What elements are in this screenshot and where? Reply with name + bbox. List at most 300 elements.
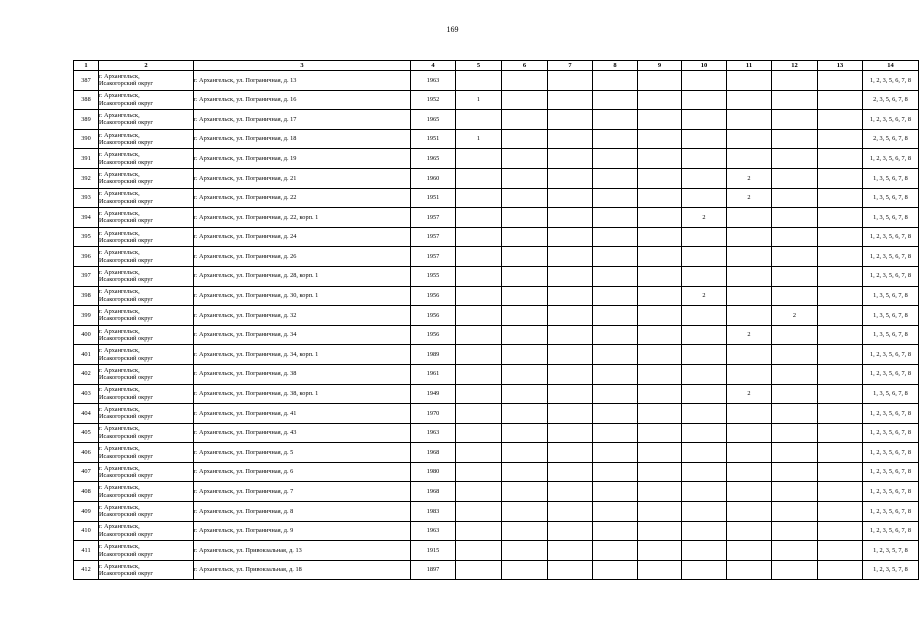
col12-cell bbox=[772, 364, 818, 384]
col8-cell bbox=[593, 364, 638, 384]
district-cell bbox=[99, 502, 194, 522]
column-header: 5 bbox=[456, 61, 502, 71]
col11-cell bbox=[727, 345, 772, 365]
row-number: 393 bbox=[74, 188, 99, 208]
row-number: 408 bbox=[74, 482, 99, 502]
page-number: 169 bbox=[446, 25, 459, 34]
col6-cell bbox=[502, 482, 548, 502]
col9-cell bbox=[638, 247, 682, 267]
col10-cell bbox=[682, 345, 727, 365]
col5-cell bbox=[456, 149, 502, 169]
col11-cell bbox=[727, 423, 772, 443]
column-header: 7 bbox=[548, 61, 593, 71]
col8-cell bbox=[593, 286, 638, 306]
col13-cell bbox=[818, 364, 863, 384]
address-cell: г. Архангельск, ул. Привокзальная, д. 13 bbox=[194, 541, 411, 561]
address-cell: г. Архангельск, ул. Пограничная, д. 21 bbox=[194, 168, 411, 188]
col9-cell bbox=[638, 462, 682, 482]
col9-cell bbox=[638, 482, 682, 502]
col11-cell bbox=[727, 208, 772, 228]
district-okrug: Исакогорский округ bbox=[99, 393, 153, 401]
row-number: 387 bbox=[74, 71, 99, 91]
row-number: 407 bbox=[74, 462, 99, 482]
row-number: 395 bbox=[74, 227, 99, 247]
codes-cell: 1, 2, 3, 5, 6, 7, 8 bbox=[863, 462, 919, 482]
col12-cell bbox=[772, 286, 818, 306]
col5-cell bbox=[456, 560, 502, 580]
col7-cell bbox=[548, 286, 593, 306]
col6-cell bbox=[502, 384, 548, 404]
column-header: 8 bbox=[593, 61, 638, 71]
row-number: 400 bbox=[74, 325, 99, 345]
codes-cell: 1, 2, 3, 5, 6, 7, 8 bbox=[863, 423, 919, 443]
col5-cell bbox=[456, 168, 502, 188]
col8-cell bbox=[593, 462, 638, 482]
col12-cell bbox=[772, 345, 818, 365]
row-number: 392 bbox=[74, 168, 99, 188]
col9-cell bbox=[638, 71, 682, 91]
address-cell: г. Архангельск, ул. Пограничная, д. 41 bbox=[194, 404, 411, 424]
col13-cell bbox=[818, 423, 863, 443]
row-number: 404 bbox=[74, 404, 99, 424]
address-cell: г. Архангельск, ул. Пограничная, д. 6 bbox=[194, 462, 411, 482]
col9-cell bbox=[638, 384, 682, 404]
district-okrug: Исакогорский округ bbox=[99, 80, 153, 88]
address-cell: г. Архангельск, ул. Пограничная, д. 38 bbox=[194, 364, 411, 384]
district-okrug: Исакогорский округ bbox=[99, 530, 153, 538]
district-city: г. Архангельск, bbox=[99, 327, 140, 335]
col5-cell bbox=[456, 306, 502, 326]
address-cell: г. Архангельск, ул. Пограничная, д. 19 bbox=[194, 149, 411, 169]
col8-cell bbox=[593, 502, 638, 522]
col10-cell bbox=[682, 502, 727, 522]
district-city: г. Архангельск, bbox=[99, 562, 140, 570]
col10-cell bbox=[682, 482, 727, 502]
row-number: 397 bbox=[74, 266, 99, 286]
col6-cell bbox=[502, 345, 548, 365]
district-city: г. Архангельск, bbox=[99, 366, 140, 374]
col8-cell bbox=[593, 71, 638, 91]
col7-cell bbox=[548, 521, 593, 541]
col13-cell bbox=[818, 286, 863, 306]
col10-cell bbox=[682, 149, 727, 169]
district-cell bbox=[99, 482, 194, 502]
table-body bbox=[74, 71, 919, 580]
col10-cell bbox=[682, 462, 727, 482]
row-number: 388 bbox=[74, 90, 99, 110]
col8-cell bbox=[593, 247, 638, 267]
district-okrug: Исакогорский округ bbox=[99, 217, 153, 225]
col6-cell bbox=[502, 90, 548, 110]
col9-cell bbox=[638, 110, 682, 130]
col8-cell bbox=[593, 168, 638, 188]
col12-cell bbox=[772, 521, 818, 541]
col9-cell bbox=[638, 129, 682, 149]
table-row bbox=[74, 227, 919, 247]
year-cell: 1915 bbox=[411, 541, 456, 561]
year-cell: 1970 bbox=[411, 404, 456, 424]
year-cell: 1897 bbox=[411, 560, 456, 580]
district-okrug: Исакогорский округ bbox=[99, 295, 153, 303]
district-cell bbox=[99, 306, 194, 326]
row-number: 403 bbox=[74, 384, 99, 404]
col5-cell bbox=[456, 208, 502, 228]
col8-cell bbox=[593, 560, 638, 580]
year-cell: 1949 bbox=[411, 384, 456, 404]
col11-cell bbox=[727, 306, 772, 326]
district-cell bbox=[99, 541, 194, 561]
col8-cell bbox=[593, 90, 638, 110]
table-row bbox=[74, 247, 919, 267]
codes-cell: 1, 2, 3, 5, 6, 7, 8 bbox=[863, 443, 919, 463]
district-cell bbox=[99, 71, 194, 91]
district-cell bbox=[99, 521, 194, 541]
district-city: г. Архангельск, bbox=[99, 405, 140, 413]
col8-cell bbox=[593, 482, 638, 502]
col6-cell bbox=[502, 306, 548, 326]
district-city: г. Архангельск, bbox=[99, 307, 140, 315]
row-number: 391 bbox=[74, 149, 99, 169]
district-city: г. Архангельск, bbox=[99, 209, 140, 217]
col8-cell bbox=[593, 423, 638, 443]
table-row bbox=[74, 423, 919, 443]
district-okrug: Исакогорский округ bbox=[99, 276, 153, 284]
col11-cell: 2 bbox=[727, 188, 772, 208]
table-row bbox=[74, 188, 919, 208]
col9-cell bbox=[638, 188, 682, 208]
column-header: 9 bbox=[638, 61, 682, 71]
col12-cell bbox=[772, 110, 818, 130]
district-city: г. Архангельск, bbox=[99, 72, 140, 80]
col9-cell bbox=[638, 541, 682, 561]
col12-cell bbox=[772, 208, 818, 228]
col6-cell bbox=[502, 149, 548, 169]
col13-cell bbox=[818, 462, 863, 482]
row-number: 389 bbox=[74, 110, 99, 130]
col11-cell bbox=[727, 71, 772, 91]
row-number: 410 bbox=[74, 521, 99, 541]
col11-cell bbox=[727, 110, 772, 130]
column-header: 14 bbox=[863, 61, 919, 71]
col7-cell bbox=[548, 384, 593, 404]
col9-cell bbox=[638, 325, 682, 345]
row-number: 402 bbox=[74, 364, 99, 384]
col8-cell bbox=[593, 227, 638, 247]
district-okrug: Исакогорский округ bbox=[99, 315, 153, 323]
codes-cell: 1, 2, 3, 5, 6, 7, 8 bbox=[863, 71, 919, 91]
year-cell: 1980 bbox=[411, 462, 456, 482]
district-cell bbox=[99, 384, 194, 404]
year-cell: 1956 bbox=[411, 286, 456, 306]
codes-cell: 1, 3, 5, 6, 7, 8 bbox=[863, 306, 919, 326]
col7-cell bbox=[548, 462, 593, 482]
col8-cell bbox=[593, 266, 638, 286]
codes-cell: 1, 2, 3, 5, 7, 8 bbox=[863, 541, 919, 561]
col7-cell bbox=[548, 482, 593, 502]
district-cell bbox=[99, 227, 194, 247]
col10-cell bbox=[682, 90, 727, 110]
col12-cell bbox=[772, 541, 818, 561]
address-cell: г. Архангельск, ул. Пограничная, д. 38, корп. 1 bbox=[194, 384, 411, 404]
col12-cell bbox=[772, 71, 818, 91]
col12-cell bbox=[772, 90, 818, 110]
col6-cell bbox=[502, 404, 548, 424]
table-row bbox=[74, 384, 919, 404]
col13-cell bbox=[818, 129, 863, 149]
col8-cell bbox=[593, 443, 638, 463]
col10-cell bbox=[682, 541, 727, 561]
row-number: 409 bbox=[74, 502, 99, 522]
col9-cell bbox=[638, 266, 682, 286]
col6-cell bbox=[502, 325, 548, 345]
col13-cell bbox=[818, 521, 863, 541]
table-row bbox=[74, 502, 919, 522]
col8-cell bbox=[593, 110, 638, 130]
address-cell: г. Архангельск, ул. Пограничная, д. 24 bbox=[194, 227, 411, 247]
col12-cell bbox=[772, 482, 818, 502]
col5-cell: 1 bbox=[456, 90, 502, 110]
col10-cell bbox=[682, 384, 727, 404]
address-cell: г. Архангельск, ул. Пограничная, д. 17 bbox=[194, 110, 411, 130]
year-cell: 1951 bbox=[411, 188, 456, 208]
district-cell bbox=[99, 364, 194, 384]
district-okrug: Исакогорский округ bbox=[99, 178, 153, 186]
address-cell: г. Архангельск, ул. Пограничная, д. 26 bbox=[194, 247, 411, 267]
col9-cell bbox=[638, 168, 682, 188]
col11-cell bbox=[727, 266, 772, 286]
table-row bbox=[74, 110, 919, 130]
col11-cell bbox=[727, 560, 772, 580]
year-cell: 1968 bbox=[411, 482, 456, 502]
table-row bbox=[74, 286, 919, 306]
col7-cell bbox=[548, 325, 593, 345]
codes-cell: 1, 2, 3, 5, 6, 7, 8 bbox=[863, 227, 919, 247]
col5-cell bbox=[456, 423, 502, 443]
col6-cell bbox=[502, 168, 548, 188]
table-row bbox=[74, 521, 919, 541]
col10-cell bbox=[682, 325, 727, 345]
col5-cell bbox=[456, 384, 502, 404]
year-cell: 1968 bbox=[411, 443, 456, 463]
col13-cell bbox=[818, 188, 863, 208]
col11-cell bbox=[727, 149, 772, 169]
row-number: 394 bbox=[74, 208, 99, 228]
col7-cell bbox=[548, 345, 593, 365]
district-city: г. Архангельск, bbox=[99, 268, 140, 276]
codes-cell: 1, 2, 3, 5, 6, 7, 8 bbox=[863, 110, 919, 130]
col12-cell bbox=[772, 404, 818, 424]
year-cell: 1983 bbox=[411, 502, 456, 522]
district-city: г. Архангельск, bbox=[99, 484, 140, 492]
col9-cell bbox=[638, 423, 682, 443]
district-city: г. Архангельск, bbox=[99, 190, 140, 198]
district-cell bbox=[99, 345, 194, 365]
col5-cell bbox=[456, 541, 502, 561]
column-header: 4 bbox=[411, 61, 456, 71]
codes-cell: 1, 3, 5, 6, 7, 8 bbox=[863, 286, 919, 306]
year-cell: 1961 bbox=[411, 364, 456, 384]
year-cell: 1957 bbox=[411, 208, 456, 228]
col10-cell bbox=[682, 423, 727, 443]
col12-cell bbox=[772, 266, 818, 286]
district-cell bbox=[99, 423, 194, 443]
row-number: 405 bbox=[74, 423, 99, 443]
col6-cell bbox=[502, 227, 548, 247]
col8-cell bbox=[593, 521, 638, 541]
address-cell: г. Архангельск, ул. Пограничная, д. 34 bbox=[194, 325, 411, 345]
col8-cell bbox=[593, 188, 638, 208]
col9-cell bbox=[638, 443, 682, 463]
col7-cell bbox=[548, 149, 593, 169]
col10-cell bbox=[682, 110, 727, 130]
col7-cell bbox=[548, 541, 593, 561]
col11-cell bbox=[727, 443, 772, 463]
col7-cell bbox=[548, 71, 593, 91]
col13-cell bbox=[818, 541, 863, 561]
address-cell: г. Архангельск, ул. Пограничная, д. 30, корп. 1 bbox=[194, 286, 411, 306]
col8-cell bbox=[593, 384, 638, 404]
district-cell bbox=[99, 560, 194, 580]
col6-cell bbox=[502, 208, 548, 228]
year-cell: 1960 bbox=[411, 168, 456, 188]
col13-cell bbox=[818, 502, 863, 522]
col12-cell bbox=[772, 129, 818, 149]
col5-cell bbox=[456, 364, 502, 384]
district-cell bbox=[99, 110, 194, 130]
col12-cell bbox=[772, 247, 818, 267]
col9-cell bbox=[638, 345, 682, 365]
codes-cell: 1, 3, 5, 6, 7, 8 bbox=[863, 208, 919, 228]
codes-cell: 2, 3, 5, 6, 7, 8 bbox=[863, 129, 919, 149]
col12-cell bbox=[772, 502, 818, 522]
table-row bbox=[74, 129, 919, 149]
col6-cell bbox=[502, 129, 548, 149]
table-row bbox=[74, 71, 919, 91]
col13-cell bbox=[818, 404, 863, 424]
col13-cell bbox=[818, 443, 863, 463]
table-row bbox=[74, 149, 919, 169]
codes-cell: 1, 2, 3, 5, 6, 7, 8 bbox=[863, 502, 919, 522]
district-cell bbox=[99, 325, 194, 345]
col9-cell bbox=[638, 560, 682, 580]
year-cell: 1956 bbox=[411, 306, 456, 326]
col5-cell bbox=[456, 227, 502, 247]
table-row bbox=[74, 560, 919, 580]
codes-cell: 1, 2, 3, 5, 6, 7, 8 bbox=[863, 266, 919, 286]
codes-cell: 1, 3, 5, 6, 7, 8 bbox=[863, 325, 919, 345]
col13-cell bbox=[818, 560, 863, 580]
district-city: г. Архангельск, bbox=[99, 170, 140, 178]
table-row bbox=[74, 541, 919, 561]
row-number: 399 bbox=[74, 306, 99, 326]
col5-cell bbox=[456, 404, 502, 424]
col13-cell bbox=[818, 266, 863, 286]
housing-registry-table bbox=[73, 60, 919, 580]
col7-cell bbox=[548, 168, 593, 188]
address-cell: г. Архангельск, ул. Пограничная, д. 22, корп. 1 bbox=[194, 208, 411, 228]
col8-cell bbox=[593, 306, 638, 326]
col6-cell bbox=[502, 541, 548, 561]
table-row bbox=[74, 364, 919, 384]
district-okrug: Исакогорский округ bbox=[99, 354, 153, 362]
district-okrug: Исакогорский округ bbox=[99, 432, 153, 440]
col13-cell bbox=[818, 325, 863, 345]
table-row bbox=[74, 345, 919, 365]
col10-cell bbox=[682, 266, 727, 286]
col6-cell bbox=[502, 188, 548, 208]
col10-cell bbox=[682, 443, 727, 463]
col13-cell bbox=[818, 227, 863, 247]
col6-cell bbox=[502, 560, 548, 580]
col9-cell bbox=[638, 286, 682, 306]
district-city: г. Архангельск, bbox=[99, 249, 140, 257]
col13-cell bbox=[818, 384, 863, 404]
col11-cell bbox=[727, 541, 772, 561]
col7-cell bbox=[548, 247, 593, 267]
col10-cell bbox=[682, 560, 727, 580]
district-cell bbox=[99, 247, 194, 267]
year-cell: 1955 bbox=[411, 266, 456, 286]
col5-cell bbox=[456, 345, 502, 365]
col7-cell bbox=[548, 208, 593, 228]
col13-cell bbox=[818, 149, 863, 169]
col6-cell bbox=[502, 521, 548, 541]
address-cell: г. Архангельск, ул. Пограничная, д. 13 bbox=[194, 71, 411, 91]
col8-cell bbox=[593, 541, 638, 561]
col12-cell bbox=[772, 325, 818, 345]
col8-cell bbox=[593, 404, 638, 424]
codes-cell: 1, 2, 3, 5, 6, 7, 8 bbox=[863, 482, 919, 502]
table-row bbox=[74, 90, 919, 110]
col11-cell bbox=[727, 90, 772, 110]
district-city: г. Архангельск, bbox=[99, 386, 140, 394]
col10-cell bbox=[682, 521, 727, 541]
col5-cell bbox=[456, 502, 502, 522]
district-okrug: Исакогорский округ bbox=[99, 511, 153, 519]
table-row bbox=[74, 462, 919, 482]
column-header: 13 bbox=[818, 61, 863, 71]
col5-cell: 1 bbox=[456, 129, 502, 149]
address-cell: г. Архангельск, ул. Пограничная, д. 32 bbox=[194, 306, 411, 326]
col10-cell bbox=[682, 404, 727, 424]
col11-cell bbox=[727, 502, 772, 522]
col13-cell bbox=[818, 306, 863, 326]
col5-cell bbox=[456, 110, 502, 130]
col7-cell bbox=[548, 443, 593, 463]
col12-cell bbox=[772, 227, 818, 247]
district-okrug: Исакогорский округ bbox=[99, 452, 153, 460]
col5-cell bbox=[456, 443, 502, 463]
year-cell: 1963 bbox=[411, 423, 456, 443]
col13-cell bbox=[818, 345, 863, 365]
district-city: г. Архангельск, bbox=[99, 92, 140, 100]
row-number: 412 bbox=[74, 560, 99, 580]
col11-cell: 2 bbox=[727, 384, 772, 404]
col6-cell bbox=[502, 423, 548, 443]
col6-cell bbox=[502, 364, 548, 384]
col6-cell bbox=[502, 443, 548, 463]
col7-cell bbox=[548, 306, 593, 326]
district-okrug: Исакогорский округ bbox=[99, 256, 153, 264]
address-cell: г. Архангельск, ул. Пограничная, д. 16 bbox=[194, 90, 411, 110]
row-number: 411 bbox=[74, 541, 99, 561]
col10-cell: 2 bbox=[682, 208, 727, 228]
district-cell bbox=[99, 168, 194, 188]
district-cell bbox=[99, 188, 194, 208]
col11-cell bbox=[727, 364, 772, 384]
codes-cell: 1, 2, 3, 5, 6, 7, 8 bbox=[863, 149, 919, 169]
table-row bbox=[74, 404, 919, 424]
